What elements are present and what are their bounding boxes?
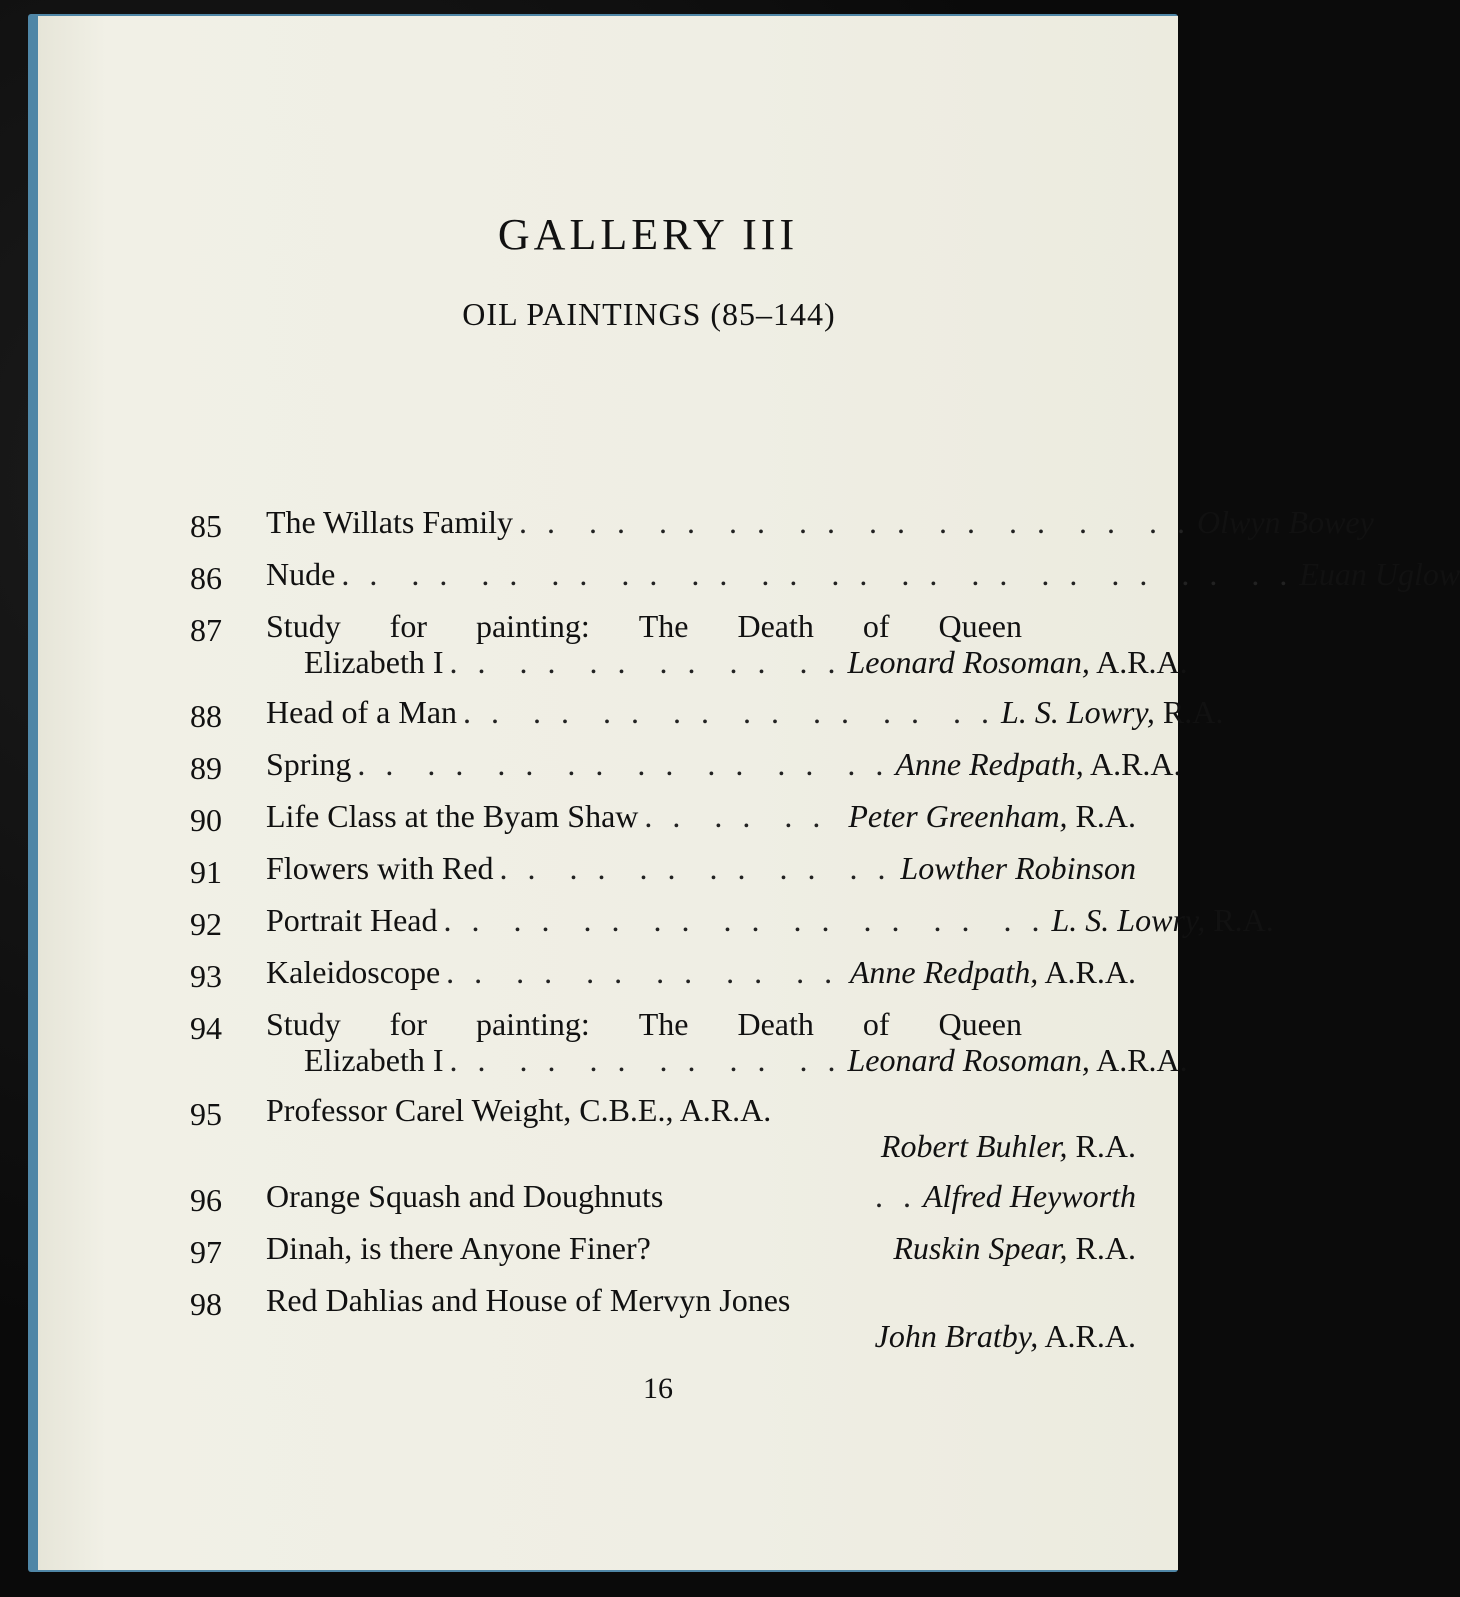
leader-dots: . . . . . . . . . . . . . . . .	[463, 694, 996, 730]
painting-title: Professor Carel Weight, C.B.E., A.R.A.	[266, 1092, 772, 1128]
leader-dots: . . . . . . . . . . . . . . . .	[357, 746, 890, 782]
painting-list	[190, 504, 1460, 1368]
painting-title: Nude	[266, 556, 336, 592]
leader-dots: . . . . . . . . . . . .	[446, 954, 839, 990]
page-subtitle: OIL PAINTINGS (85–144)	[462, 296, 836, 332]
painting-title: The Willats Family	[266, 504, 513, 540]
leader-dots: . . . . . .	[644, 798, 827, 834]
list-item	[190, 954, 1136, 1006]
leader-dots: . . . . . . . . . . . .	[499, 850, 892, 886]
list-item	[190, 608, 1188, 694]
artist-name: Robert Buhler, R.A.	[880, 1128, 1136, 1164]
painting-title: Head of a Man	[266, 694, 458, 730]
artist-name: Euan Uglow	[1299, 556, 1460, 592]
catalogue-number: 91	[190, 854, 222, 890]
artist-name: Ruskin Spear, R.A.	[893, 1230, 1136, 1266]
catalogue-number: 88	[190, 698, 222, 734]
artist-name: Anne Redpath, A.R.A.	[849, 954, 1136, 990]
painting-title: Flowers with Red	[266, 850, 494, 886]
catalogue-number: 90	[190, 802, 222, 838]
page-number: 16	[643, 1372, 673, 1405]
catalogue-number: 85	[190, 508, 222, 544]
list-item	[190, 1282, 1136, 1368]
list-item	[190, 1006, 1188, 1092]
painting-title-line2: Elizabeth I	[304, 1042, 444, 1078]
leader-dots: . . . . . . . . . . . .	[449, 1042, 842, 1078]
artist-name: Olwyn Bowey	[1196, 504, 1374, 540]
artist-name: John Bratby, A.R.A.	[874, 1318, 1136, 1354]
list-item	[190, 504, 1374, 556]
catalogue-number: 87	[190, 612, 222, 648]
leader-dots: . .	[875, 1178, 917, 1214]
catalogue-page	[38, 16, 1460, 1570]
list-item	[190, 694, 1224, 746]
painting-title: Portrait Head	[266, 902, 438, 938]
painting-title: Red Dahlias and House of Mervyn Jones	[266, 1282, 791, 1318]
leader-dots: . . . . . . . . . . . . . . . . . . . . . . . . . . . .	[341, 556, 1294, 592]
painting-title-line1: Study for painting: The Death of Queen	[266, 1006, 1022, 1042]
painting-title: Orange Squash and Doughnuts	[266, 1178, 664, 1214]
catalogue-number: 86	[190, 560, 222, 596]
artist-name: L. S. Lowry, R.A.	[1051, 902, 1274, 938]
catalogue-number: 95	[190, 1096, 222, 1132]
catalogue-number: 93	[190, 958, 222, 994]
painting-title: Kaleidoscope	[266, 954, 441, 990]
list-item	[190, 746, 1182, 798]
list-item	[190, 1092, 1136, 1178]
painting-title-line2: Elizabeth I	[304, 644, 444, 680]
artist-name: Anne Redpath, A.R.A.	[895, 746, 1182, 782]
list-item	[190, 902, 1274, 954]
catalogue-number: 96	[190, 1182, 222, 1218]
list-item	[190, 1178, 1136, 1230]
artist-name: Leonard Rosoman, A.R.A.	[847, 644, 1188, 680]
leader-dots: . . . . . . . . . . . .	[449, 644, 842, 680]
page-title: GALLERY III	[497, 210, 799, 259]
artist-name: Peter Greenham, R.A.	[848, 798, 1136, 834]
catalogue-number: 94	[190, 1010, 222, 1046]
list-item	[190, 850, 1136, 902]
leader-dots: . . . . . . . . . . . . . . . . . . . .	[518, 504, 1191, 540]
artist-name: Alfred Heyworth	[923, 1178, 1136, 1214]
list-item	[190, 1230, 1136, 1282]
artist-name: Leonard Rosoman, A.R.A.	[847, 1042, 1188, 1078]
list-item	[190, 556, 1460, 608]
artist-name: L. S. Lowry, R.A.	[1001, 694, 1224, 730]
painting-title: Dinah, is there Anyone Finer?	[266, 1230, 651, 1266]
painting-title-line1: Study for painting: The Death of Queen	[266, 608, 1022, 644]
catalogue-number: 89	[190, 750, 222, 786]
catalogue-number: 92	[190, 906, 222, 942]
leader-dots: . . . . . . . . . . . . . . . . . .	[443, 902, 1046, 938]
catalogue-number: 97	[190, 1234, 222, 1270]
artist-name: Lowther Robinson	[900, 850, 1136, 886]
painting-title: Life Class at the Byam Shaw	[266, 798, 639, 834]
painting-title: Spring	[266, 746, 352, 782]
catalogue-number: 98	[190, 1286, 222, 1322]
list-item	[190, 798, 1136, 850]
